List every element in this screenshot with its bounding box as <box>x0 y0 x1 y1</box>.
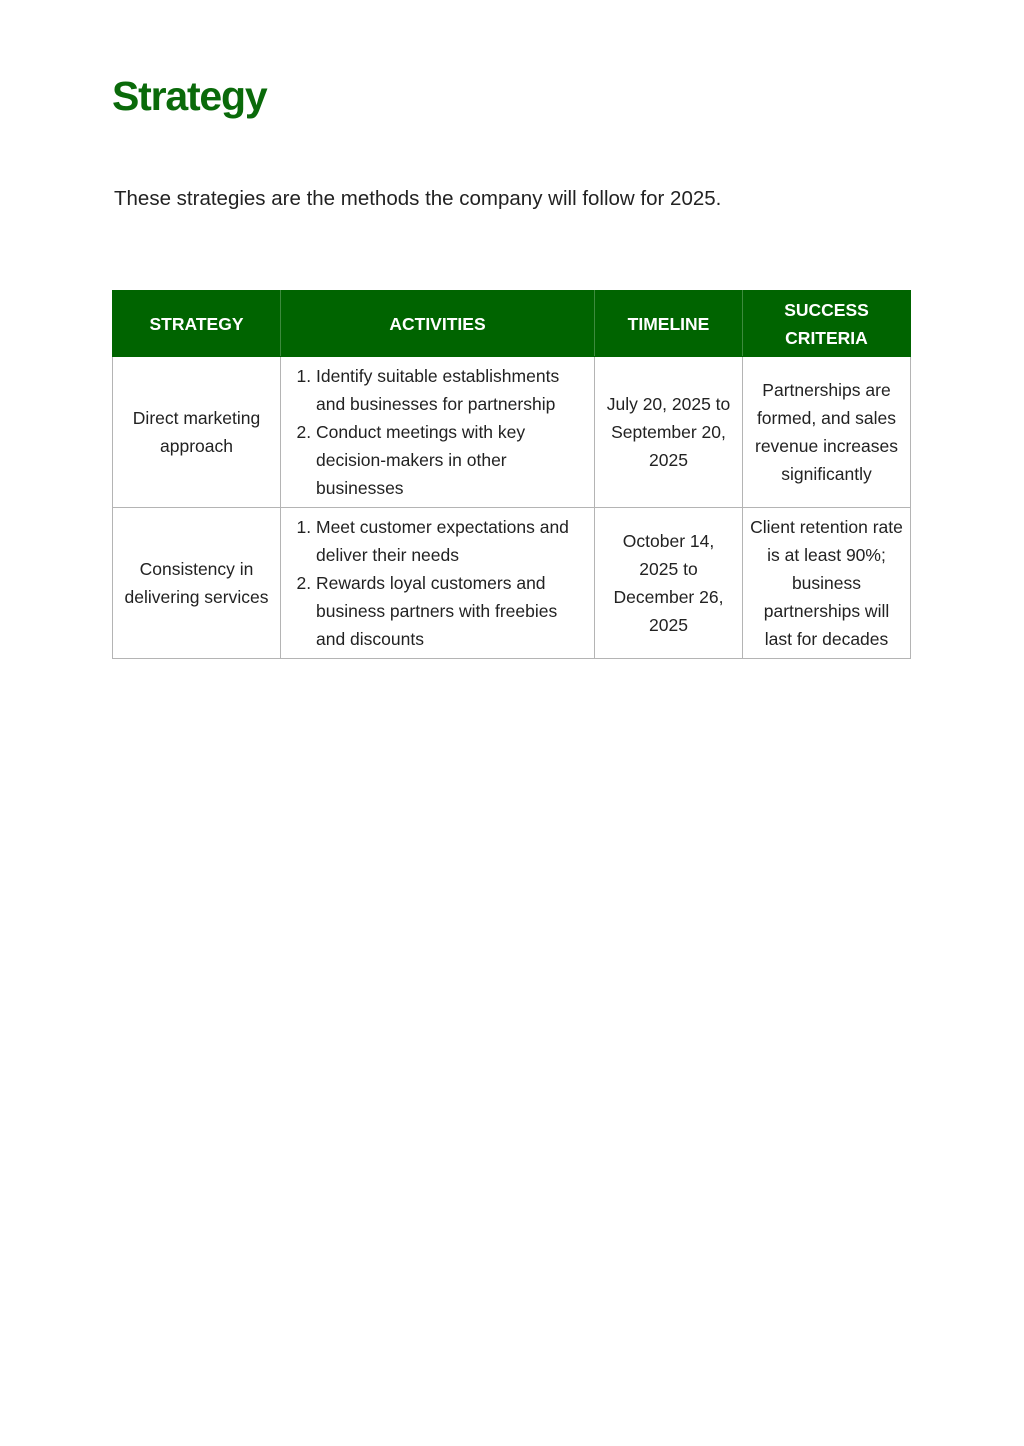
activities-list <box>281 362 586 502</box>
header-success-criteria: SUCCESS CRITERIA <box>743 291 911 357</box>
cell-timeline: October 14, 2025 to December 26, 2025 <box>595 508 743 659</box>
table-header-row <box>113 291 911 357</box>
cell-activities <box>281 357 595 508</box>
activity-item: 2. Conduct meetings with key decision-makers in other businesses <box>316 418 586 502</box>
table-row <box>113 508 911 659</box>
intro-paragraph: These strategies are the methods the company will follow for 2025. <box>114 187 722 210</box>
table-row <box>113 357 911 508</box>
cell-success-criteria: Client retention rate is at least 90%; business partnerships will last for decades <box>743 508 911 659</box>
header-timeline: TIMELINE <box>595 291 743 357</box>
cell-activities <box>281 508 595 659</box>
cell-strategy: Direct marketing approach <box>113 357 281 508</box>
strategy-table <box>112 290 911 659</box>
cell-strategy: Consistency in delivering services <box>113 508 281 659</box>
cell-success-criteria: Partnerships are formed, and sales revenue increases significantly <box>743 357 911 508</box>
header-activities: ACTIVITIES <box>281 291 595 357</box>
page-title: Strategy <box>112 73 267 119</box>
cell-timeline: July 20, 2025 to September 20, 2025 <box>595 357 743 508</box>
activity-item: 1. Identify suitable establishments and businesses for partnership <box>316 362 586 418</box>
activity-item: 1. Meet customer expectations and deliver their needs <box>316 513 586 569</box>
activity-item: 2. Rewards loyal customers and business partners with freebies and discounts <box>316 569 586 653</box>
activities-list <box>281 513 586 653</box>
header-strategy: STRATEGY <box>113 291 281 357</box>
